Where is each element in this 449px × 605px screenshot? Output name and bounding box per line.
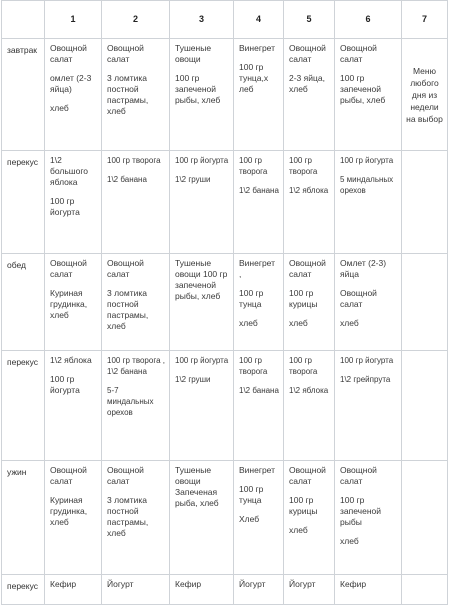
day-header: 6 — [335, 1, 402, 39]
cell-line: 1\2 яблока — [289, 386, 329, 395]
cell-line: Винегрет — [239, 43, 276, 53]
empty-cell — [402, 151, 448, 254]
day-header: 2 — [102, 1, 170, 39]
meal-cell — [335, 39, 402, 151]
cell-line: хлеб — [289, 525, 308, 535]
meal-cell — [234, 39, 284, 151]
empty-cell — [402, 575, 448, 605]
cell-line: Тушеные овощи — [175, 43, 212, 64]
meal-label: перекус — [2, 351, 45, 461]
cell-line: 100 гр творога — [289, 356, 318, 376]
cell-line: омлет (2-3 яйца) — [50, 73, 92, 94]
header-row — [2, 1, 448, 39]
cell-line: 100 гр йогурта — [340, 156, 394, 165]
cell-line: Овощной салат — [340, 288, 377, 309]
meal-cell — [284, 351, 335, 461]
cell-line: 100 гр тунца,х леб — [239, 62, 269, 94]
meal-cell — [170, 461, 234, 575]
meal-cell — [284, 151, 335, 254]
cell-line: Кефир — [175, 579, 202, 589]
cell-line: 1\2 яблока — [289, 186, 329, 195]
meal-label: перекус — [2, 151, 45, 254]
meal-label: обед — [2, 254, 45, 351]
cell-line: Овощной салат — [340, 43, 377, 64]
cell-line: 3 ломтика постной пастрамы, хлеб — [107, 495, 149, 538]
cell-line: 100 гр творога , 1\2 банана — [107, 356, 165, 376]
meal-cell — [284, 575, 335, 605]
meal-label: завтрак — [2, 39, 45, 151]
cell-line: 100 гр йогурта — [50, 196, 80, 217]
meal-row-dinner — [2, 461, 448, 575]
meal-cell — [170, 351, 234, 461]
meal-label: ужин — [2, 461, 45, 575]
cell-line: 5-7 миндальных орехов — [107, 386, 154, 417]
cell-line: 100 гр творога — [107, 156, 161, 165]
meal-cell — [170, 254, 234, 351]
meal-cell — [234, 351, 284, 461]
cell-line: 5 миндальных орехов — [340, 175, 394, 195]
meal-plan-table — [1, 0, 448, 605]
cell-line: 2-3 яйца, хлеб — [289, 73, 325, 94]
meal-cell — [284, 254, 335, 351]
meal-cell — [170, 575, 234, 605]
cell-line: 1\2 банана — [239, 186, 279, 195]
day-header: 3 — [170, 1, 234, 39]
cell-line: Овощной салат — [107, 43, 144, 64]
meal-cell — [102, 39, 170, 151]
cell-line: Овощной салат — [50, 258, 87, 279]
meal-row-snack-3 — [2, 575, 448, 605]
cell-line: 100 гр запеченой рыбы — [340, 495, 381, 527]
empty-cell — [402, 461, 448, 575]
cell-line: 100 гр йогурта — [175, 156, 229, 165]
cell-line: 100 гр творога — [289, 156, 318, 176]
cell-line: Овощной салат — [107, 258, 144, 279]
meal-label: перекус — [2, 575, 45, 605]
cell-line: 100 гр творога — [239, 356, 268, 376]
cell-line: 100 гр тунца — [239, 484, 264, 505]
day-header: 1 — [45, 1, 102, 39]
meal-cell — [335, 461, 402, 575]
meal-cell — [170, 151, 234, 254]
meal-cell — [335, 575, 402, 605]
cell-line: Овощной салат — [107, 465, 144, 486]
day-header: 5 — [284, 1, 335, 39]
cell-line: 1\2 банана — [239, 386, 279, 395]
cell-line: хлеб — [50, 103, 69, 113]
cell-line: 100 гр запеченой рыбы, хлеб — [175, 73, 221, 105]
meal-cell — [102, 575, 170, 605]
cell-line: 100 гр курицы — [289, 288, 318, 309]
meal-cell — [234, 461, 284, 575]
meal-row-snack-2 — [2, 351, 448, 461]
meal-cell — [45, 254, 102, 351]
cell-line: 1\2 яблока — [50, 355, 92, 365]
cell-line: Овощной салат — [50, 43, 87, 64]
meal-cell — [234, 575, 284, 605]
cell-line: Кефир — [50, 579, 77, 589]
cell-line: Овощной салат — [50, 465, 87, 486]
any-day-menu-note: Меню любого дня из недели на выбор — [402, 39, 448, 151]
cell-line: Хлеб — [239, 514, 260, 524]
cell-line: Овощной салат — [289, 258, 326, 279]
cell-line: 100 гр йогурта — [340, 356, 394, 365]
empty-cell — [402, 351, 448, 461]
meal-cell — [45, 461, 102, 575]
cell-line: 1\2 грейпрута — [340, 375, 391, 384]
cell-line: 100 гр запеченой рыбы, хлеб — [340, 73, 386, 105]
meal-cell — [234, 254, 284, 351]
empty-cell — [402, 254, 448, 351]
meal-cell — [284, 39, 335, 151]
meal-cell — [335, 151, 402, 254]
cell-line: 100 гр курицы — [289, 495, 318, 516]
meal-cell — [45, 39, 102, 151]
cell-line: Куриная грудинка, хлеб — [50, 495, 88, 527]
cell-line: Йогурт — [289, 579, 316, 589]
meal-cell — [102, 351, 170, 461]
meal-cell — [170, 39, 234, 151]
header-corner — [2, 1, 45, 39]
cell-line: 1\2 груши — [175, 175, 211, 184]
cell-line: 100 гр творога — [239, 156, 268, 176]
meal-cell — [45, 575, 102, 605]
day-header: 7 — [402, 1, 448, 39]
meal-cell — [102, 254, 170, 351]
cell-line: хлеб — [239, 318, 258, 328]
meal-cell — [234, 151, 284, 254]
cell-line: Йогурт — [107, 579, 134, 589]
cell-line: Кефир — [340, 579, 367, 589]
cell-line: Куриная грудинка, хлеб — [50, 288, 88, 320]
meal-row-snack-1 — [2, 151, 448, 254]
meal-row-breakfast — [2, 39, 448, 151]
cell-line: Овощной салат — [289, 43, 326, 64]
cell-line: 100 гр тунца — [239, 288, 264, 309]
meal-cell — [45, 351, 102, 461]
cell-line: 100 гр йогурта — [50, 374, 80, 395]
cell-line: Винегрет — [239, 465, 276, 475]
cell-line: 3 ломтика постной пастрамы, хлеб — [107, 73, 149, 116]
meal-cell — [335, 351, 402, 461]
cell-line: 1\2 банана — [107, 175, 147, 184]
cell-line: 3 ломтика постной пастрамы, хлеб — [107, 288, 149, 331]
day-header: 4 — [234, 1, 284, 39]
cell-line: Тушеные овощи 100 гр запеченой рыбы, хлеб — [175, 258, 228, 301]
cell-line: Омлет (2-3) яйца — [340, 258, 387, 279]
meal-cell — [45, 151, 102, 254]
cell-line: Овощной салат — [340, 465, 377, 486]
cell-line: Винегрет , — [239, 258, 276, 279]
cell-line: Овощной салат — [289, 465, 326, 486]
cell-line: хлеб — [340, 318, 359, 328]
meal-cell — [335, 254, 402, 351]
cell-line: хлеб — [340, 536, 359, 546]
meal-cell — [102, 461, 170, 575]
cell-line: Тушеные овощи Запеченая рыба, хлеб — [175, 465, 219, 508]
meal-row-lunch — [2, 254, 448, 351]
meal-cell — [102, 151, 170, 254]
cell-line: хлеб — [289, 318, 308, 328]
cell-line: Йогурт — [239, 579, 266, 589]
cell-line: 100 гр йогурта — [175, 356, 229, 365]
cell-line: 1\2 груши — [175, 375, 211, 384]
meal-cell — [284, 461, 335, 575]
cell-line: 1\2 большого яблока — [50, 155, 88, 187]
